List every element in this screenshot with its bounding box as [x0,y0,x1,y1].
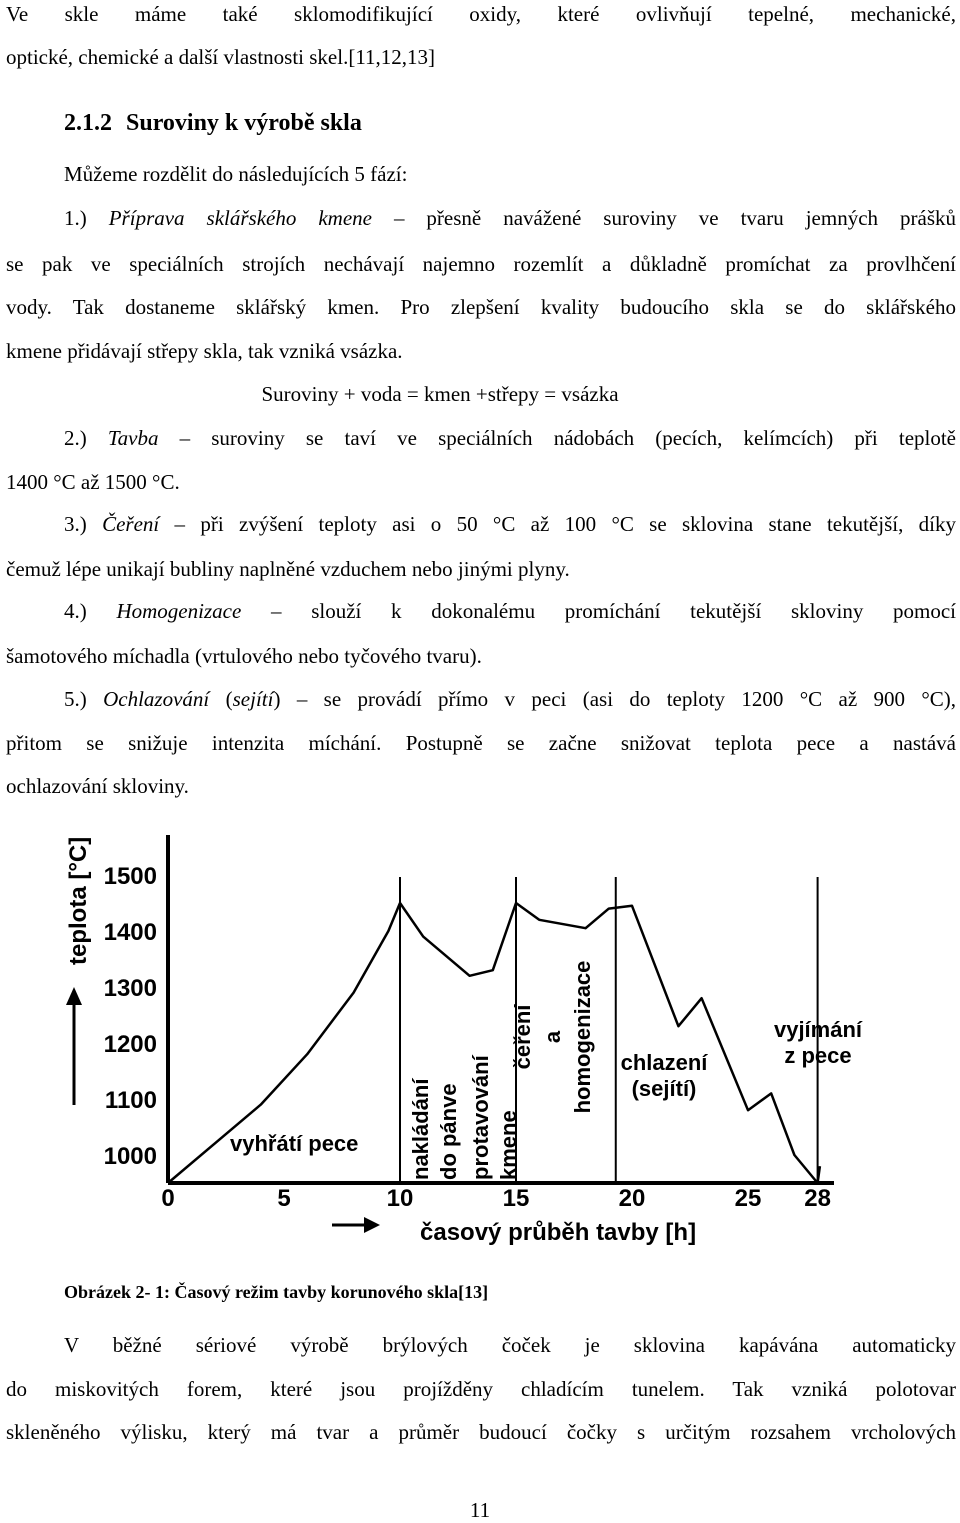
y-tick-labels [104,863,157,1170]
phase-label-loading [408,1078,461,1180]
step-5-line-3: ochlazování skloviny. [6,774,189,798]
y-tick-label: 1000 [103,1143,157,1170]
phase-label-line: chlazení [620,1050,708,1075]
x-tick-label: 15 [502,1185,530,1212]
phase-label-line: do pánve [436,1083,461,1180]
x-tick-label: 28 [804,1185,831,1212]
step-number: 2.) [64,426,87,450]
step-3-line-2: čemuž lépe unikají bubliny naplněné vzduchem nebo jinými plyny. [6,557,570,581]
step-2-line-1 [64,424,956,452]
x-tick-label: 20 [618,1185,646,1212]
page-number: 11 [469,1498,491,1522]
step-1-line-2: se pak ve speciálních strojích nechávají najemno rozemlít a důkladně promíchat za provlhčení [6,252,956,276]
formula: Suroviny + voda = kmen +střepy = vsázka [261,382,619,406]
step-term: Ochlazování [103,687,210,711]
intro-line-2: optické, chemické a další vlastnosti skel.[11,12,13] [6,45,436,69]
y-tick-label: 1400 [103,919,157,946]
x-tick-label: 10 [386,1185,414,1212]
figure-caption: Obrázek 2- 1: Časový režim tavby korunového skla[13] [64,1282,489,1302]
step-text: ( [209,687,233,711]
y-arrow-head [66,987,82,1005]
x-tick-label: 5 [277,1185,291,1212]
step-term: Čeření [102,512,160,536]
phase-label-line: (sejítí) [631,1076,697,1101]
step-term: Homogenizace [116,599,242,623]
phase-label-line: vyjímání [773,1017,863,1042]
x-axis-label: časový průběh tavby [h] [420,1219,697,1246]
lead-text: Můžeme rozdělit do následujících 5 fází: [64,162,408,186]
phase-label-line: homogenizace [570,960,595,1114]
y-axis-label: teplota [°C] [65,836,92,965]
step-term: sejítí [232,687,274,711]
phase-label-cooling [621,1050,709,1101]
step-3-line-1 [64,510,956,538]
step-text: – slouží k dokonalému promíchání tekutější skloviny pomocí [241,599,957,623]
step-term: Příprava sklářského kmene [108,206,372,230]
phase-dividers [400,877,818,1183]
y-axis-arrow [66,987,82,1105]
phase-label-line: vyhřátí pece [230,1131,359,1156]
phase-label-line: nakládání [408,1078,433,1180]
step-4-line-1 [64,597,956,625]
step-number: 4.) [64,599,87,623]
step-text: – přesně navážené suroviny ve tvaru jemných prášků [371,206,956,230]
step-text: ) – se provádí přímo v peci (asi do teploty 1200 °C až 900 °C), [273,687,957,711]
after-line-2: do miskovitých forem, které jsou projížděny chladícím tunelem. Tak vzniká polotovar [6,1377,956,1401]
phase-label-line: protavování [468,1055,493,1180]
heading-text: Suroviny k výrobě skla [126,110,362,136]
melting-schedule-chart [64,815,900,1255]
x-tick-label: 25 [734,1185,762,1212]
step-5-line-2: přitom se snižuje intenzita míchání. Postupně se začne snižovat teplota pece a nastává [6,731,956,755]
phase-label-melting [468,1054,521,1180]
step-number: 5.) [64,687,87,711]
step-number: 3.) [64,512,87,536]
step-1-line-1 [64,204,956,232]
y-tick-label: 1100 [104,1087,157,1114]
x-tick-labels [161,1185,831,1212]
y-tick-label: 1200 [103,1031,157,1058]
section-heading [64,110,362,137]
heading-number: 2.1.2 [64,110,112,136]
step-text: – při zvýšení teploty asi o 50 °C až 100 °C se sklovina stane tekutější, díky [159,512,957,536]
step-1-line-4: kmene přidávají střepy skla, tak vzniká vsázka. [6,339,403,363]
step-text: – suroviny se taví ve speciálních nádobách (pecích, kelímcích) při teplotě [158,426,957,450]
after-line-3: skleněného výlisku, který má tvar a průměr budoucí čočky s určitým rozsahem vrcholových [6,1420,956,1444]
phase-label-line: čeření [510,1004,535,1070]
x-tick-label: 0 [161,1185,175,1212]
after-line-1: V běžné sériové výrobě brýlových čoček je sklovina kapávána automaticky [64,1333,956,1357]
phase-labels [230,961,863,1180]
phase-label-line: a [540,1030,565,1044]
x-arrow-head [364,1217,380,1233]
x-axis-arrow [332,1217,380,1233]
y-tick-label: 1500 [103,863,157,890]
phase-label-heating [230,1131,358,1156]
step-4-line-2: šamotového míchadla (vrtulového nebo tyčového tvaru). [6,644,482,668]
phase-label-line: kmene [496,1110,521,1180]
phase-label-removal [774,1017,863,1068]
step-5-line-1 [64,685,956,713]
step-number: 1.) [64,206,87,230]
phase-label-fining-homogenization [510,961,595,1114]
step-1-line-3: vody. Tak dostaneme sklářský kmen. Pro zlepšení kvality budoucího skla se do sklářského [6,295,956,319]
intro-line-1: Ve skle máme také sklomodifikující oxidy, které ovlivňují tepelné, mechanické, [6,2,956,26]
step-2-line-2: 1400 °C až 1500 °C. [6,470,180,494]
phase-label-line: z pece [784,1043,852,1068]
step-term: Tavba [107,426,159,450]
y-tick-label: 1300 [103,975,157,1002]
